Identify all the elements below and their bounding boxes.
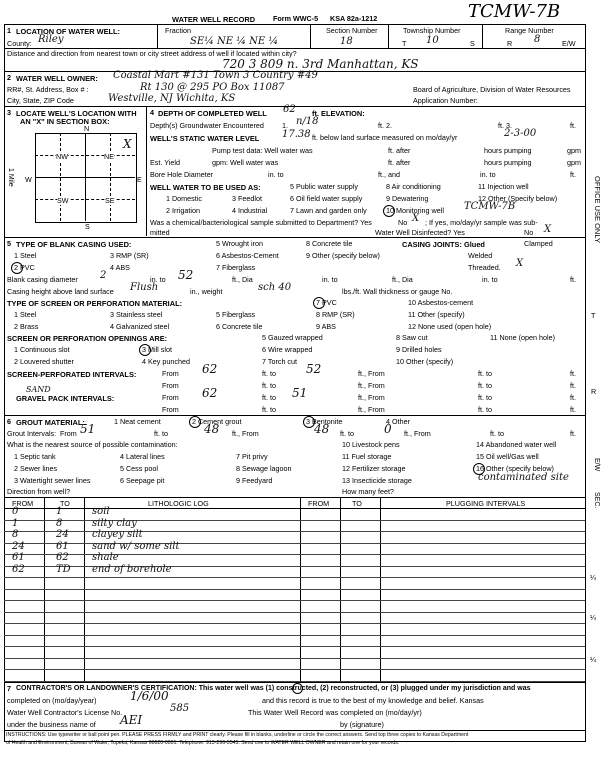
gravel-label: GRAVEL PACK INTERVALS: bbox=[16, 394, 115, 403]
sec2-num: 2 bbox=[7, 73, 11, 82]
range-ew: E/W bbox=[562, 39, 576, 48]
sec4-num: 4 bbox=[150, 108, 154, 117]
gravel-from2: ft., From bbox=[358, 393, 385, 402]
gravel-to: ft. to bbox=[262, 393, 276, 402]
pump-hours: hours pumping bbox=[484, 146, 532, 155]
margin-sec: SEC. bbox=[593, 492, 600, 509]
contam-6: 6 Seepage pit bbox=[120, 476, 165, 485]
contam-13: 13 Insecticide storage bbox=[342, 476, 412, 485]
plug-to-header: TO bbox=[352, 499, 362, 508]
grout-from2-val: 48 bbox=[314, 422, 330, 436]
log-row-to: 61 bbox=[56, 540, 69, 552]
perf-from2-b: ft., From bbox=[358, 381, 385, 390]
use-9: 9 Dewatering bbox=[386, 194, 429, 203]
sec5-num: 5 bbox=[7, 239, 11, 248]
yield-hours: hours pumping bbox=[484, 158, 532, 167]
ksa-ref: KSA 82a-1212 bbox=[330, 14, 378, 23]
margin-q3: ¼ bbox=[590, 655, 596, 664]
yield-gpm: gpm: Well water was bbox=[212, 158, 279, 167]
log-row-from: 8 bbox=[12, 529, 19, 540]
open-3: 3 Mill slot bbox=[142, 345, 172, 354]
gw-2: ft. 2. bbox=[378, 121, 392, 130]
margin-t: T bbox=[591, 311, 596, 320]
range-label: Range Number bbox=[505, 26, 554, 35]
screen-3: 3 Stainless steel bbox=[110, 310, 163, 319]
contam-15: 15 Oil well/Gas well bbox=[476, 452, 539, 461]
screen-label: TYPE OF SCREEN OR PERFORATION MATERIAL: bbox=[7, 299, 183, 308]
quadrant-se: SE bbox=[105, 196, 115, 205]
grout-1: 1 Neat cement bbox=[114, 417, 161, 426]
log-row-desc: soil bbox=[92, 506, 110, 517]
open-11: 11 None (open hole) bbox=[490, 333, 555, 342]
use-5: 5 Public water supply bbox=[290, 182, 358, 191]
open-9: 9 Drilled holes bbox=[396, 345, 442, 354]
groundwater-value: n/18 bbox=[296, 116, 319, 127]
chem-mitted: mitted bbox=[150, 228, 170, 237]
signature-label: by (signature) bbox=[340, 720, 384, 729]
casing-2: 2 PVC bbox=[14, 263, 35, 272]
section-value: 18 bbox=[340, 36, 353, 47]
city-value: Westville, NJ Wichita, KS bbox=[108, 93, 236, 104]
log-row-from: 0 bbox=[12, 506, 19, 517]
location-mark: X bbox=[123, 137, 132, 151]
screen-8: 8 RMP (SR) bbox=[316, 310, 355, 319]
city-label: City, State, ZIP Code bbox=[7, 96, 74, 105]
casing-9: 9 Other (specify below) bbox=[306, 251, 380, 260]
completed-date: 1/6/00 bbox=[130, 689, 169, 703]
bore-label: Bore Hole Diameter bbox=[150, 170, 214, 179]
log-row-to: 8 bbox=[56, 517, 63, 529]
grout-to-val: 48 bbox=[204, 422, 220, 436]
gravel-ft-b: ft. bbox=[570, 405, 576, 414]
log-row-from: 62 bbox=[12, 563, 25, 575]
yield-ft: ft. after bbox=[388, 158, 411, 167]
screen-6: 6 Concrete tile bbox=[216, 322, 263, 331]
sec1-num: 1 bbox=[7, 26, 11, 35]
contam-8: 8 Sewage lagoon bbox=[236, 464, 292, 473]
contam-4: 4 Lateral lines bbox=[120, 452, 165, 461]
open-3-circle bbox=[139, 344, 151, 356]
township-label: Township Number bbox=[403, 26, 461, 35]
locate-label-2: AN "X" IN SECTION BOX: bbox=[20, 117, 110, 126]
grout-from-val: 51 bbox=[80, 422, 96, 436]
screen-5: 5 Fiberglass bbox=[216, 310, 256, 319]
constructed-circle bbox=[292, 683, 303, 694]
use-label: WELL WATER TO BE USED AS: bbox=[150, 183, 261, 192]
log-row-desc: clayey silt bbox=[92, 529, 143, 540]
open-1: 1 Continuous slot bbox=[14, 345, 70, 354]
mile-label: 1 Mile bbox=[7, 168, 14, 187]
log-row-desc: silty clay bbox=[92, 517, 137, 529]
instructions-line-1: INSTRUCTIONS: Use typewriter or ball point pen. PLEASE PRESS FIRMLY and PRINT clearly. Please fill in blanks, underline or circle the correct answers. Send top three copies to Kansas Department bbox=[6, 732, 469, 738]
license-value: 585 bbox=[170, 703, 190, 714]
grout-from: From bbox=[60, 429, 77, 438]
open-8: 8 Saw cut bbox=[396, 333, 428, 342]
county-label: County: bbox=[7, 39, 32, 48]
casing-7: 7 Fiberglass bbox=[216, 263, 256, 272]
screen-12: 12 None used (open hole) bbox=[408, 322, 492, 331]
business-label: under the business name of bbox=[7, 720, 96, 729]
margin-q2: ¼ bbox=[590, 613, 596, 622]
compass-e: E bbox=[137, 175, 142, 184]
screen-7: 7 PVC bbox=[316, 298, 337, 307]
use-11: 11 Injection well bbox=[478, 182, 529, 191]
static-label: WELL'S STATIC WATER LEVEL bbox=[150, 134, 260, 143]
gravel-from-b: From bbox=[162, 405, 179, 414]
casing-6: 6 Asbestos-Cement bbox=[216, 251, 279, 260]
perf-to-val: 52 bbox=[306, 362, 322, 376]
contam-10: 10 Livestock pens bbox=[342, 440, 400, 449]
blank-in2: in. to bbox=[322, 275, 338, 284]
log-row-desc: sand w/ some silt bbox=[92, 540, 180, 552]
locate-label: LOCATE WELL'S LOCATION WITH bbox=[16, 109, 137, 118]
grout-intervals-label: Grout Intervals: bbox=[7, 429, 57, 438]
openings-label: SCREEN OR PERFORATION OPENINGS ARE: bbox=[7, 334, 168, 343]
use-10-circle bbox=[383, 205, 395, 217]
depth-value: 62 bbox=[283, 104, 296, 115]
open-2: 2 Louvered shutter bbox=[14, 357, 74, 366]
disinfected-no: No bbox=[524, 228, 534, 237]
grout-ft-to: ft. to bbox=[154, 429, 168, 438]
perf-from: From bbox=[162, 369, 179, 378]
grout-3: 3 Bentonite bbox=[306, 417, 343, 426]
contam-11: 11 Fuel storage bbox=[342, 452, 392, 461]
yield-label: Est. Yield bbox=[150, 158, 180, 167]
chem-label: Was a chemical/bacteriological sample submitted to Department? Yes bbox=[150, 218, 372, 227]
blank-label: Blank casing diameter bbox=[7, 275, 78, 284]
instructions-line-2: of Health and Environment, Bureau of Water, Topeka, Kansas 66620-0001. Telephone: 913-296-5545. Send one to WATER WELL OWNER and retain one for your records. bbox=[6, 740, 400, 746]
contam-5: 5 Cess pool bbox=[120, 464, 158, 473]
perf-label: SCREEN-PERFORATED INTERVALS: bbox=[7, 370, 137, 379]
completed-label: completed on (mo/day/year) bbox=[7, 696, 97, 705]
county-value: Riley bbox=[38, 34, 64, 45]
completed-rest: and this record is true to the best of my knowledge and belief. Kansas bbox=[262, 696, 484, 705]
sec6-num: 6 bbox=[7, 417, 11, 426]
contam-label: What is the nearest source of possible contamination: bbox=[7, 440, 178, 449]
contam-2: 2 Sewer lines bbox=[14, 464, 58, 473]
log-row-from: 61 bbox=[12, 552, 25, 563]
screen-7-circle bbox=[313, 297, 325, 309]
gravel-ft: ft. bbox=[570, 393, 576, 402]
contam-7: 7 Pit privy bbox=[236, 452, 268, 461]
weight-value: sch 40 bbox=[258, 282, 292, 293]
use-other-value: TCMW-7B bbox=[464, 201, 516, 212]
gravel-ft-to: ft. to bbox=[478, 393, 492, 402]
sec3-num: 3 bbox=[7, 108, 11, 117]
disinfected-mark: X bbox=[544, 224, 552, 235]
log-row-from: 1 bbox=[12, 517, 19, 529]
margin-ew: E/W bbox=[593, 458, 600, 472]
application-label: Application Number: bbox=[413, 96, 478, 105]
gravel-from-val: 62 bbox=[202, 386, 218, 400]
casing-label: TYPE OF BLANK CASING USED: bbox=[16, 240, 132, 249]
business-value: AEI bbox=[120, 713, 143, 727]
open-4: 4 Key punched bbox=[142, 357, 190, 366]
margin-r: R bbox=[591, 387, 597, 396]
use-2: 2 Irrigation bbox=[166, 206, 200, 215]
township-s: S bbox=[470, 39, 475, 48]
gw-1: 1. bbox=[282, 121, 288, 130]
quadrant-sw: SW bbox=[57, 196, 69, 205]
screen-11: 11 Other (specify) bbox=[408, 310, 465, 319]
certification-text: CONTRACTOR'S OR LANDOWNER'S CERTIFICATION: This water well was (1) constructed, (2) reconstructed, or (3) plugged under my jurisdiction and was bbox=[16, 685, 531, 692]
how-many-label: How many feet? bbox=[342, 487, 394, 496]
contam-14: 14 Abandoned water well bbox=[476, 440, 557, 449]
groundwater-label: Depth(s) Groundwater Encountered bbox=[150, 121, 264, 130]
contam-1: 1 Septic tank bbox=[14, 452, 56, 461]
perf-to: ft. to bbox=[262, 369, 276, 378]
contam-9: 9 Feedyard bbox=[236, 476, 273, 485]
plug-header: PLUGGING INTERVALS bbox=[446, 499, 526, 508]
log-row-desc: shale bbox=[92, 552, 119, 563]
screen-4: 4 Galvanized steel bbox=[110, 322, 170, 331]
section-label: Section Number bbox=[326, 26, 378, 35]
joints-label: CASING JOINTS: Glued bbox=[402, 240, 485, 249]
open-6: 6 Wire wrapped bbox=[262, 345, 313, 354]
joints-welded: Welded bbox=[468, 251, 493, 260]
record-completed-label: This Water Well Record was completed on (mo/day/yr) bbox=[248, 708, 422, 717]
township-value: 10 bbox=[426, 35, 439, 46]
screen-1: 1 Steel bbox=[14, 310, 37, 319]
grout-2: 2 Cement grout bbox=[192, 417, 242, 426]
direction-label: Direction from well? bbox=[7, 487, 71, 496]
log-to-header: TO bbox=[60, 499, 70, 508]
blank-dia2: ft., Dia bbox=[392, 275, 413, 284]
blank-in: in. to bbox=[150, 275, 166, 284]
static-rest: ft. below land surface measured on mo/day/yr bbox=[312, 133, 458, 142]
quadrant-ne: NE bbox=[104, 152, 114, 161]
blank-value: 2 bbox=[100, 270, 107, 281]
grout-4: 4 Other bbox=[386, 417, 410, 426]
perf-ft-to: ft. to bbox=[478, 369, 492, 378]
height-in: in., weight bbox=[190, 287, 223, 296]
open-7: 7 Torch cut bbox=[262, 357, 298, 366]
handwritten-id: TCMW-7B bbox=[468, 1, 561, 22]
open-10: 10 Other (specify) bbox=[396, 357, 454, 366]
open-5: 5 Gauzed wrapped bbox=[262, 333, 323, 342]
log-row-to: TD bbox=[56, 563, 71, 575]
grout-ft-from: ft., From bbox=[404, 429, 431, 438]
gravel-to-val: 51 bbox=[292, 386, 308, 400]
form-title: WATER WELL RECORD bbox=[172, 15, 256, 24]
gravel-ft-to-b: ft. to bbox=[478, 405, 492, 414]
screen-2: 2 Brass bbox=[14, 322, 39, 331]
owner-value: Coastal Mart #131 Town 3 Country #49 bbox=[113, 70, 318, 81]
bore-ft: ft., and bbox=[378, 170, 400, 179]
board-label: Board of Agriculture, Division of Water Resources bbox=[413, 85, 571, 94]
use-8: 8 Air conditioning bbox=[386, 182, 441, 191]
elevation-label: ft. ELEVATION: bbox=[312, 109, 365, 118]
disinfected-label: Water Well Disinfected? Yes bbox=[375, 228, 465, 237]
perf-ft-to-b: ft. to bbox=[478, 381, 492, 390]
use-12: 12 Other (Specify below) bbox=[478, 194, 558, 203]
log-row-to: 24 bbox=[56, 529, 69, 540]
yield-gpm-2: gpm bbox=[567, 158, 581, 167]
joints-threaded: Threaded. bbox=[468, 263, 501, 272]
rr-label: RR#, St. Address, Box # : bbox=[7, 85, 89, 94]
use-6: 6 Oil field water supply bbox=[290, 194, 363, 203]
casing-1: 1 Steel bbox=[14, 251, 37, 260]
margin-q1: ¼ bbox=[590, 573, 596, 582]
pump-gpm: gpm bbox=[567, 146, 581, 155]
use-10: 10 Monitoring well bbox=[386, 206, 444, 215]
grout-ft-to3: ft. to bbox=[490, 429, 504, 438]
bore-ft2: ft. bbox=[570, 170, 576, 179]
gravel-from2-b: ft., From bbox=[358, 405, 385, 414]
grout-from2: ft., From bbox=[232, 429, 259, 438]
depth-label: DEPTH OF COMPLETED WELL bbox=[158, 109, 267, 118]
use-7: 7 Lawn and garden only bbox=[290, 206, 367, 215]
chem-no: No bbox=[398, 218, 408, 227]
owner-label: WATER WELL OWNER: bbox=[16, 74, 98, 83]
sec1-label: LOCATION OF WATER WELL: bbox=[16, 27, 120, 36]
rr-value: Rt 130 @ 295 PO Box 11087 bbox=[140, 82, 285, 93]
blank-ft: ft. bbox=[570, 275, 576, 284]
grout-ft-to2: ft. to bbox=[340, 429, 354, 438]
perf-ft: ft. bbox=[570, 369, 576, 378]
screen-10: 10 Asbestos-cement bbox=[408, 298, 474, 307]
perf-ft-b: ft. bbox=[570, 381, 576, 390]
range-value: 8 bbox=[534, 34, 541, 45]
blank-to: 52 bbox=[178, 268, 194, 282]
log-row-to: 62 bbox=[56, 552, 69, 563]
pump-label: Pump test data: Well water was bbox=[212, 146, 313, 155]
log-from-header: FROM bbox=[12, 499, 34, 508]
screen-9: 9 ABS bbox=[316, 322, 336, 331]
casing-5: 5 Wrought iron bbox=[216, 239, 264, 248]
log-row-to: 1 bbox=[56, 506, 63, 517]
gravel-prefix: SAND bbox=[26, 385, 51, 394]
compass-w: W bbox=[25, 175, 32, 184]
casing-3: 3 RMP (SR) bbox=[110, 251, 149, 260]
form-number: Form WWC-5 bbox=[273, 14, 319, 23]
joints-clamped: Clamped bbox=[524, 239, 553, 248]
perf-from-val: 62 bbox=[202, 362, 218, 376]
log-row-desc: end of borehole bbox=[92, 563, 172, 575]
use-3: 3 Feedlot bbox=[232, 194, 262, 203]
threaded-mark: X bbox=[516, 258, 524, 269]
sec7-num: 7 bbox=[7, 684, 11, 693]
contam-3: 3 Watertight sewer lines bbox=[14, 476, 91, 485]
grout-to2-val: 0 bbox=[384, 422, 392, 436]
grout-label: GROUT MATERIAL: bbox=[16, 418, 85, 427]
gravel-to-b: ft. to bbox=[262, 405, 276, 414]
contam-12: 12 Fertilizer storage bbox=[342, 464, 406, 473]
blank-rest: ft., Dia bbox=[232, 275, 253, 284]
contam-16: 16 Other (specify below) bbox=[476, 464, 554, 473]
weight-rest: lbs./ft. Wall thickness or gauge No. bbox=[342, 287, 453, 296]
casing-2-circle bbox=[11, 262, 23, 274]
use-4: 4 Industrial bbox=[232, 206, 268, 215]
license-label: Water Well Contractor's License No. bbox=[7, 708, 123, 717]
static-value: 17.38 bbox=[282, 129, 311, 140]
plug-from-header: FROM bbox=[308, 499, 330, 508]
fraction-label: Fraction bbox=[165, 26, 191, 35]
use-1: 1 Domestic bbox=[166, 194, 202, 203]
blank-in3: in. to bbox=[482, 275, 498, 284]
chem-rest: ; If yes, mo/day/yr sample was sub- bbox=[425, 218, 538, 227]
distance-value: 720 3 809 n. 3rd Manhattan, KS bbox=[222, 57, 419, 71]
range-r: R bbox=[507, 39, 513, 48]
township-t: T bbox=[402, 39, 407, 48]
log-row-from: 24 bbox=[12, 540, 25, 552]
fraction-value: SE¼ NE ¼ NE ¼ bbox=[190, 36, 279, 47]
static-date: 2-3-00 bbox=[504, 128, 537, 139]
perf-from-b: From bbox=[162, 381, 179, 390]
perf-to-b: ft. to bbox=[262, 381, 276, 390]
office-use-label: OFFICE USE ONLY bbox=[593, 176, 602, 243]
gw-3: ft. 3. bbox=[498, 121, 512, 130]
perf-from2: ft., From bbox=[358, 369, 385, 378]
chem-mark: X bbox=[412, 213, 420, 224]
distance-label: Distance and direction from nearest town or city street address of well if located within city? bbox=[7, 49, 297, 58]
section-box bbox=[35, 133, 137, 223]
grout-2-circle bbox=[189, 416, 201, 428]
contam-other-value: contaminated site bbox=[478, 472, 569, 483]
bore-in: in. to bbox=[268, 170, 284, 179]
casing-4: 4 ABS bbox=[110, 263, 130, 272]
gw-ft: ft. bbox=[570, 121, 576, 130]
quadrant-nw: NW bbox=[56, 152, 68, 161]
litho-header: LITHOLOGIC LOG bbox=[148, 499, 209, 508]
casing-8: 8 Concrete tile bbox=[306, 239, 353, 248]
pump-ft: ft. after bbox=[388, 146, 411, 155]
grout-ft: ft. bbox=[570, 429, 576, 438]
compass-n: N bbox=[84, 124, 90, 133]
bore-in2: in. to bbox=[480, 170, 496, 179]
height-value: Flush bbox=[130, 282, 159, 293]
height-label: Casing height above land surface bbox=[7, 287, 114, 296]
compass-s: S bbox=[85, 222, 90, 231]
gravel-from: From bbox=[162, 393, 179, 402]
